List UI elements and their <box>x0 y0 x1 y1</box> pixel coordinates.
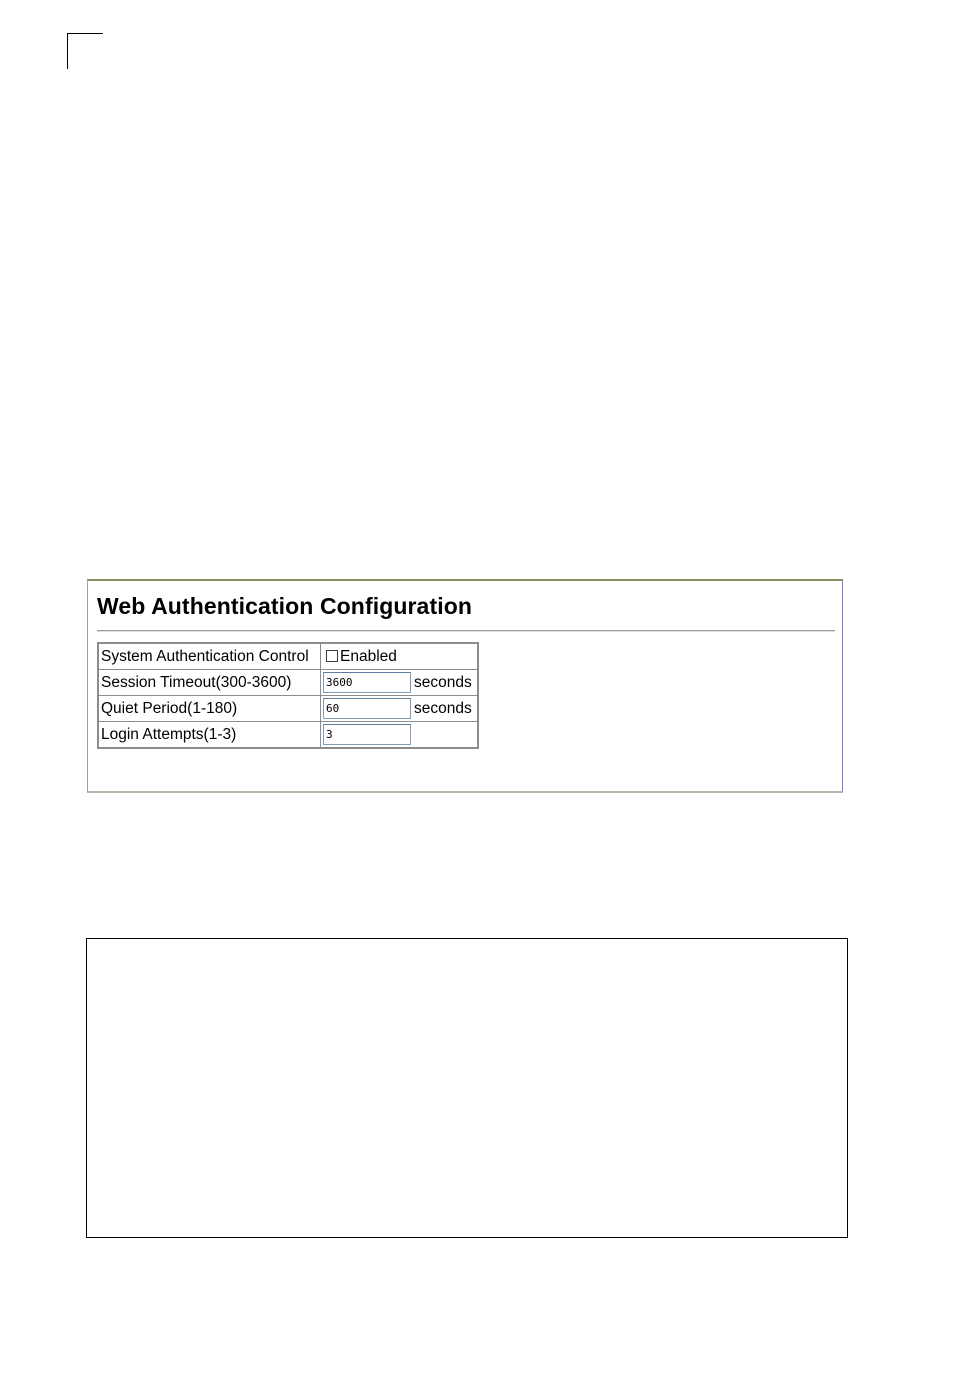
session-timeout-input[interactable]: 3600 <box>323 672 411 693</box>
table-row <box>98 643 478 670</box>
session-timeout-cell <box>321 670 479 696</box>
login-attempts-label: Login Attempts(1-3) <box>98 722 321 749</box>
enabled-checkbox-label: Enabled <box>340 647 397 665</box>
crop-mark-horizontal <box>67 33 103 34</box>
web-auth-config-panel <box>87 579 843 793</box>
empty-bordered-box <box>86 938 848 1238</box>
title-divider <box>97 630 835 632</box>
quiet-period-unit: seconds <box>414 699 472 717</box>
quiet-period-input[interactable]: 60 <box>323 698 411 719</box>
table-row <box>98 722 478 749</box>
login-attempts-input[interactable]: 3 <box>323 724 411 745</box>
table-row <box>98 670 478 696</box>
system-auth-control-cell <box>321 643 479 670</box>
session-timeout-unit: seconds <box>414 673 472 691</box>
login-attempts-cell <box>321 722 479 749</box>
table-row <box>98 696 478 722</box>
page-title: Web Authentication Configuration <box>97 593 472 619</box>
crop-mark-vertical <box>67 33 68 69</box>
enabled-checkbox[interactable] <box>326 650 338 662</box>
session-timeout-label: Session Timeout(300-3600) <box>98 670 321 696</box>
config-table <box>97 642 479 749</box>
quiet-period-cell <box>321 696 479 722</box>
quiet-period-label: Quiet Period(1-180) <box>98 696 321 722</box>
system-auth-control-label: System Authentication Control <box>98 643 321 670</box>
